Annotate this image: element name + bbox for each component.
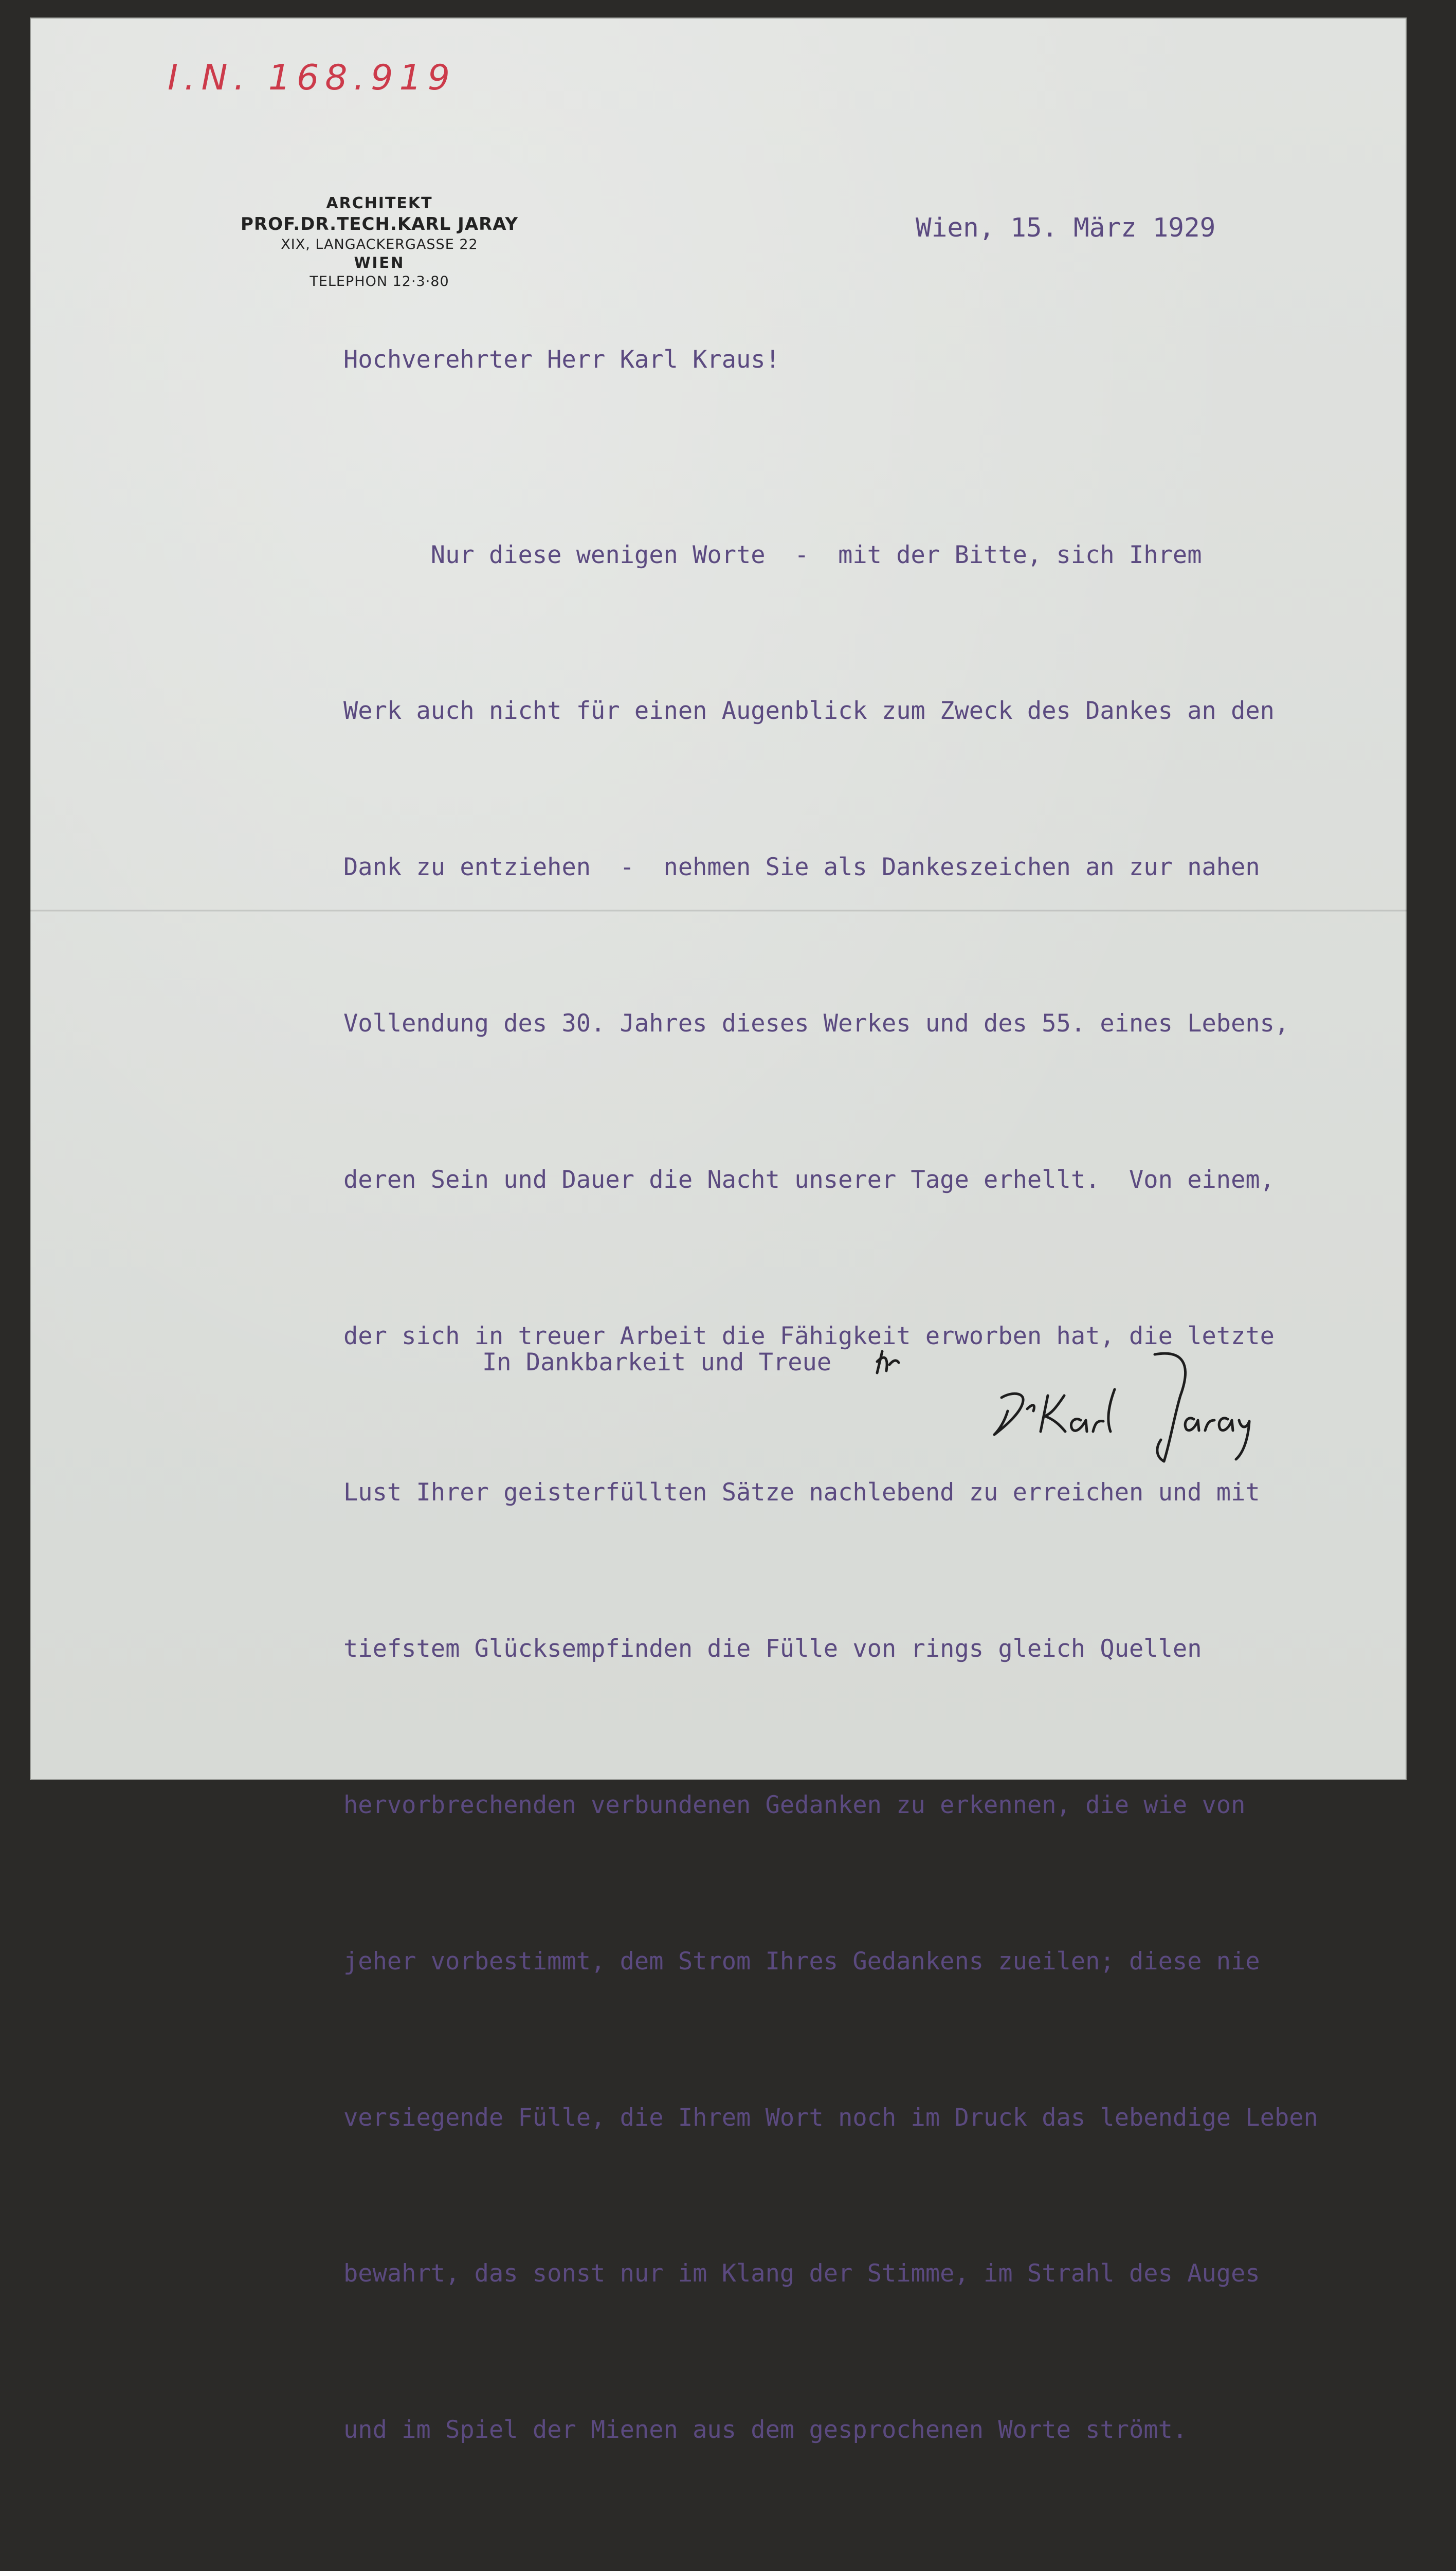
body-line: Vollendung des 30. Jahres dieses Werkes und des 55. eines Lebens, (343, 1009, 1289, 1038)
inventory-number: I.N. 168.919 (168, 58, 456, 98)
letterhead (215, 194, 544, 291)
body-line: der sich in treuer Arbeit die Fähigkeit erworben hat, die letzte (343, 1322, 1275, 1351)
body-line (343, 2560, 1318, 2571)
closing-line: In Dankbarkeit und Treue (482, 1348, 832, 1377)
handwritten-signature (873, 1334, 1264, 1468)
letter-date: Wien, 15. März 1929 (916, 213, 1216, 243)
body-line: Lust Ihrer geisterfüllten Sätze nachlebend zu erreichen und mit (343, 1478, 1260, 1507)
body-line: Nur diese wenigen Worte - mit der Bitte, sich Ihrem (343, 540, 1202, 569)
body-line: deren Sein und Dauer die Nacht unserer Tage erhellt. Von einem, (343, 1166, 1275, 1194)
body-line: tiefstem Glücksempfinden die Fülle von rings gleich Quellen (343, 1634, 1202, 1663)
body-line: versiegende Fülle, die Ihrem Wort noch im Druck das lebendige Leben (343, 2103, 1318, 2132)
body-line: Dank zu entziehen - nehmen Sie als Dankeszeichen an zur nahen (343, 853, 1260, 882)
letterhead-profession: ARCHITEKT (326, 194, 433, 212)
body-line: und im Spiel der Mienen aus dem gesprochenen Worte strömt. (343, 2416, 1188, 2445)
letter-sheet (30, 17, 1407, 2445)
body-line: jeher vorbestimmt, dem Strom Ihres Gedankens zueilen; diese nie (343, 1947, 1260, 1976)
letterhead-name: PROF.DR.TECH.KARL JARAY (240, 214, 518, 235)
body-line: hervorbrechenden verbundenen Gedanken zu erkennen, die wie von (343, 1790, 1246, 1819)
letterhead-telephone: TELEPHON 12·3·80 (310, 273, 449, 289)
body-line: Werk auch nicht für einen Augenblick zum Zweck des Dankes an den (343, 697, 1275, 726)
letterhead-city: WIEN (354, 254, 405, 272)
salutation: Hochverehrter Herr Karl Kraus! (343, 346, 780, 374)
letterhead-address: XIX, LANGACKERGASSE 22 (281, 236, 478, 252)
body-line: bewahrt, das sonst nur im Klang der Stimme, im Strahl des Auges (343, 2259, 1260, 2288)
letter-body (343, 425, 1318, 2571)
